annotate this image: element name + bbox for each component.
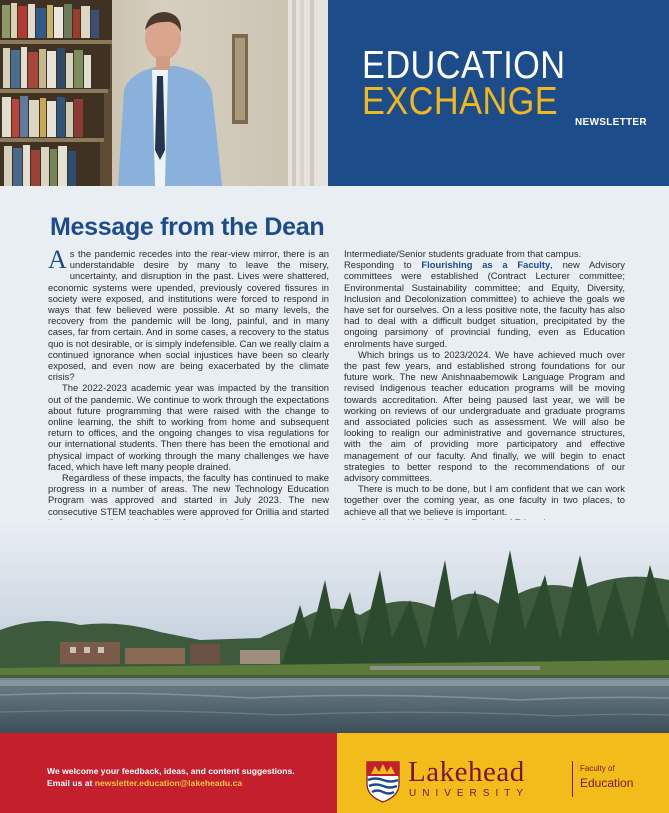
footer-feedback	[0, 733, 337, 813]
article-paragraph-7: There is much to be done, but I am confident that we can work together over the coming year, as one faculty in two places, to achieve all that we believe is important.	[344, 483, 625, 517]
bookshelf	[0, 0, 112, 186]
banner-subtitle: NEWSLETTER	[575, 117, 647, 128]
article-paragraph-1	[48, 245, 329, 383]
dean-photo-illustration	[0, 0, 328, 186]
banner-title-line1: EDUCATION	[362, 44, 566, 87]
email-prefix: Email us at	[47, 778, 93, 788]
article-paragraph-4: Intermediate/Senior students graduate from that campus.	[344, 248, 582, 259]
article-paragraph-2: The 2022-2023 academic year was impacted by the transition out of the pandemic. We continue to work through the expectations about future programming that were raised with the change to online learning, the shift to working from home and subsequent return to offices, and the ongoing changes to visa regulations for our international students. Then there has been the emotional and physical impact of working through the many challenges we have faced, which have left many people drained.	[48, 382, 329, 472]
dean-photo	[0, 0, 328, 186]
logo-university: UNIVERSITY	[409, 788, 530, 799]
article-column-left	[48, 245, 329, 528]
email-line	[47, 778, 242, 788]
email-link[interactable]: newsletter.education@lakeheadu.ca	[94, 778, 243, 788]
logo-lakehead: Lakehead	[408, 756, 525, 788]
faculty-label-big: Education	[580, 776, 634, 790]
newsletter-banner	[328, 0, 669, 186]
paragraph-5-lead: Responding to	[344, 259, 412, 271]
dean-message-article	[0, 186, 669, 546]
faculty-label-small: Faculty of	[580, 764, 615, 773]
article-paragraph-3: Regardless of these impacts, the faculty has continued to make progress in a number of areas. The new Technology Education Program was approved and started in July 2023. The new consecutive STEM teachables were approved for Orillia and started	[48, 472, 329, 517]
campus-lake-illustration	[0, 520, 669, 733]
campus-lake-photo	[0, 520, 669, 733]
article-paragraph-5	[344, 259, 625, 349]
drop-cap: A	[48, 245, 67, 274]
flourishing-link[interactable]: Flourishing as a Faculty	[421, 259, 551, 271]
banner-title-line2: EXCHANGE	[362, 80, 559, 123]
article-column-right	[344, 248, 625, 528]
logo-divider	[572, 761, 573, 797]
feedback-text: We welcome your feedback, ideas, and content suggestions.	[47, 766, 295, 776]
article-paragraph-6: Which brings us to 2023/2024. We have achieved much over the past few years, and established strong foundations for our future work. The new Anishnaabemowik Language Program and revised Indigenous teacher education programs will be moving towards accreditation. After being paused last year, we will be working on reviews of our undergraduate and graduate programs and associated policies such as assessment. We will also be looking to realign our administrative and governance structures, with the aim of providing more participatory and effective management of our faculty. And finally, we will begin to enact strategies to better respond to the recommendations of our advisory committees.	[344, 348, 625, 484]
footer-logo	[337, 733, 669, 813]
article-title: Message from the Dean	[50, 213, 325, 241]
paragraph-1-text: s the pandemic recedes into the rear-view mirror, there is an understandable desire by many to leave the misery, uncertainty, and disruption in the past. Lives were shattered, economic systems were upended, previously covered fissures in society were exposed, and institutions were forced to respond in ways that few believed were possible. At so many levels, the recovery from the pandemic will be long, painful, and in many cases, far from certain. And in some cases, a recovery to the status quo is not desirable, or is simply indefensible. Can we really claim a continued ignorance when social injustices have been so clearly exposed, and even now are being exacerbated by the climate crisis?	[48, 248, 329, 383]
lakehead-crest-icon	[365, 760, 401, 803]
paragraph-5-text: , new Advisory committees were established (Contract Lecturer committee; Environmental Sustainability committee; and Equity, Diversity, Inclusion and Decolonization committee) to achieve the goals we have set for ourselves. On a less positive note, the faculty has also had to deal with a difficult budget situation, precipitated by the ongoing parsimony of provincial funding, even as Education enrolments have surged.	[344, 259, 625, 349]
